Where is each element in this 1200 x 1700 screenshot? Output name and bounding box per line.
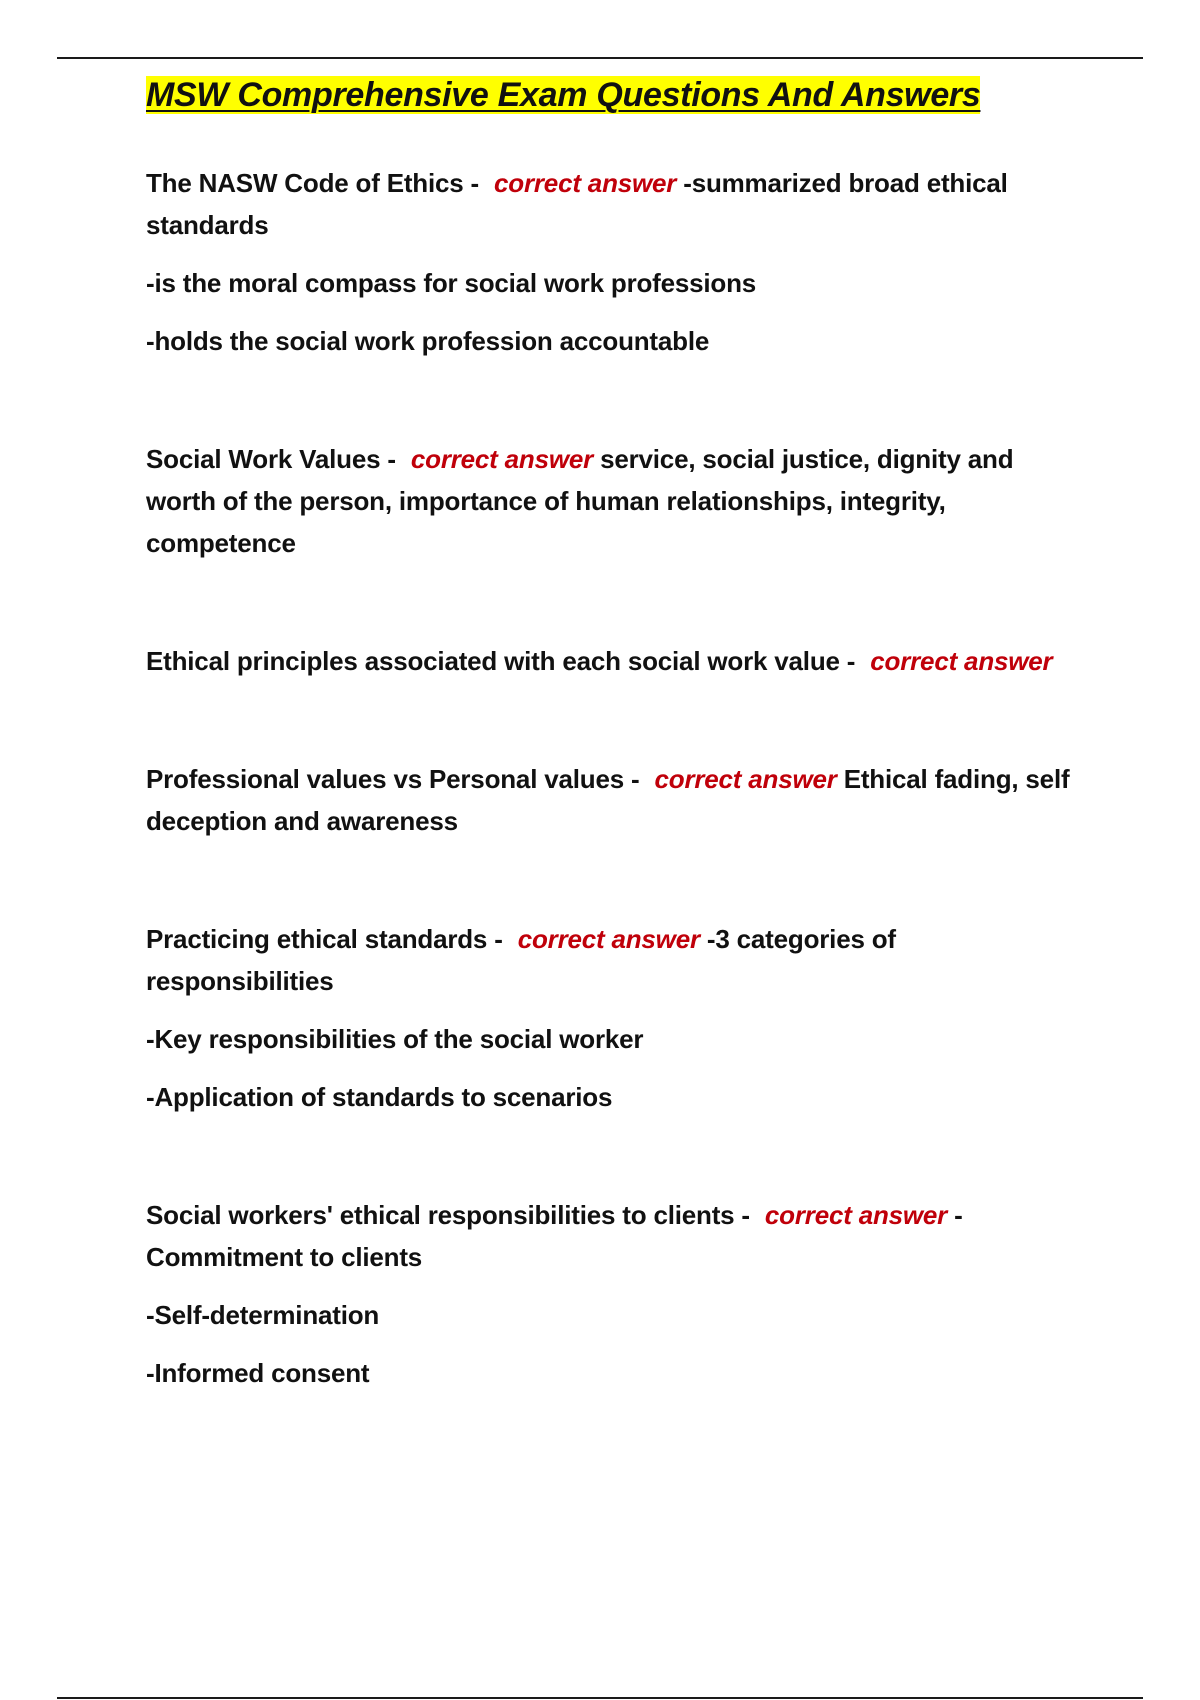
qa-item (146, 438, 1086, 564)
answer-bullet: -Key responsibilities of the social worker (146, 1024, 644, 1054)
answer-bullet: -Self-determination (146, 1300, 380, 1330)
question-text: Practicing ethical standards - (146, 924, 510, 954)
question-text: The NASW Code of Ethics - (146, 168, 487, 198)
qa-item (146, 162, 1086, 362)
correct-answer-label: correct answer (654, 764, 837, 794)
document-title: MSW Comprehensive Exam Questions And Answers (146, 76, 981, 114)
answer-text: -3 categories of responsibilities (146, 924, 896, 996)
question-text: Social Work Values - (146, 444, 403, 474)
qa-question-line (146, 438, 1086, 564)
answer-text: service, social justice, dignity and worth of the person, importance of human relationships, integrity, competence (146, 444, 1014, 558)
question-text: Professional values vs Personal values - (146, 764, 647, 794)
answer-text: -summarized broad ethical standards (146, 168, 1008, 240)
correct-answer-label: correct answer (764, 1200, 948, 1230)
qa-item (146, 1194, 1086, 1394)
title-block (146, 72, 1086, 118)
correct-answer-label: correct answer (517, 924, 700, 954)
question-text: Ethical principles associated with each social work value - (146, 646, 863, 676)
correct-answer-label: correct answer (870, 646, 1053, 676)
top-rule (57, 57, 1143, 59)
qa-question-line (146, 640, 1086, 682)
answer-bullet: -is the moral compass for social work professions (146, 268, 757, 298)
answer-bullet: -holds the social work profession accountable (146, 326, 710, 356)
qa-item (146, 758, 1086, 842)
correct-answer-label: correct answer (410, 444, 594, 474)
qa-item (146, 640, 1086, 682)
answer-bullet: -Application of standards to scenarios (146, 1082, 613, 1112)
question-text: Social workers' ethical responsibilities to clients - (146, 1200, 757, 1230)
correct-answer-label: correct answer (494, 168, 677, 198)
qa-question-line (146, 918, 1086, 1002)
answer-text: Ethical fading, self deception and awareness (146, 764, 1070, 836)
answer-bullet: -Informed consent (146, 1358, 370, 1388)
qa-question-line (146, 162, 1086, 246)
qa-question-line (146, 1194, 1086, 1278)
bottom-rule (57, 1697, 1143, 1699)
answer-text: - Commitment to clients (146, 1200, 963, 1272)
qa-question-line (146, 758, 1086, 842)
qa-item (146, 918, 1086, 1118)
document-body (146, 72, 1086, 1394)
